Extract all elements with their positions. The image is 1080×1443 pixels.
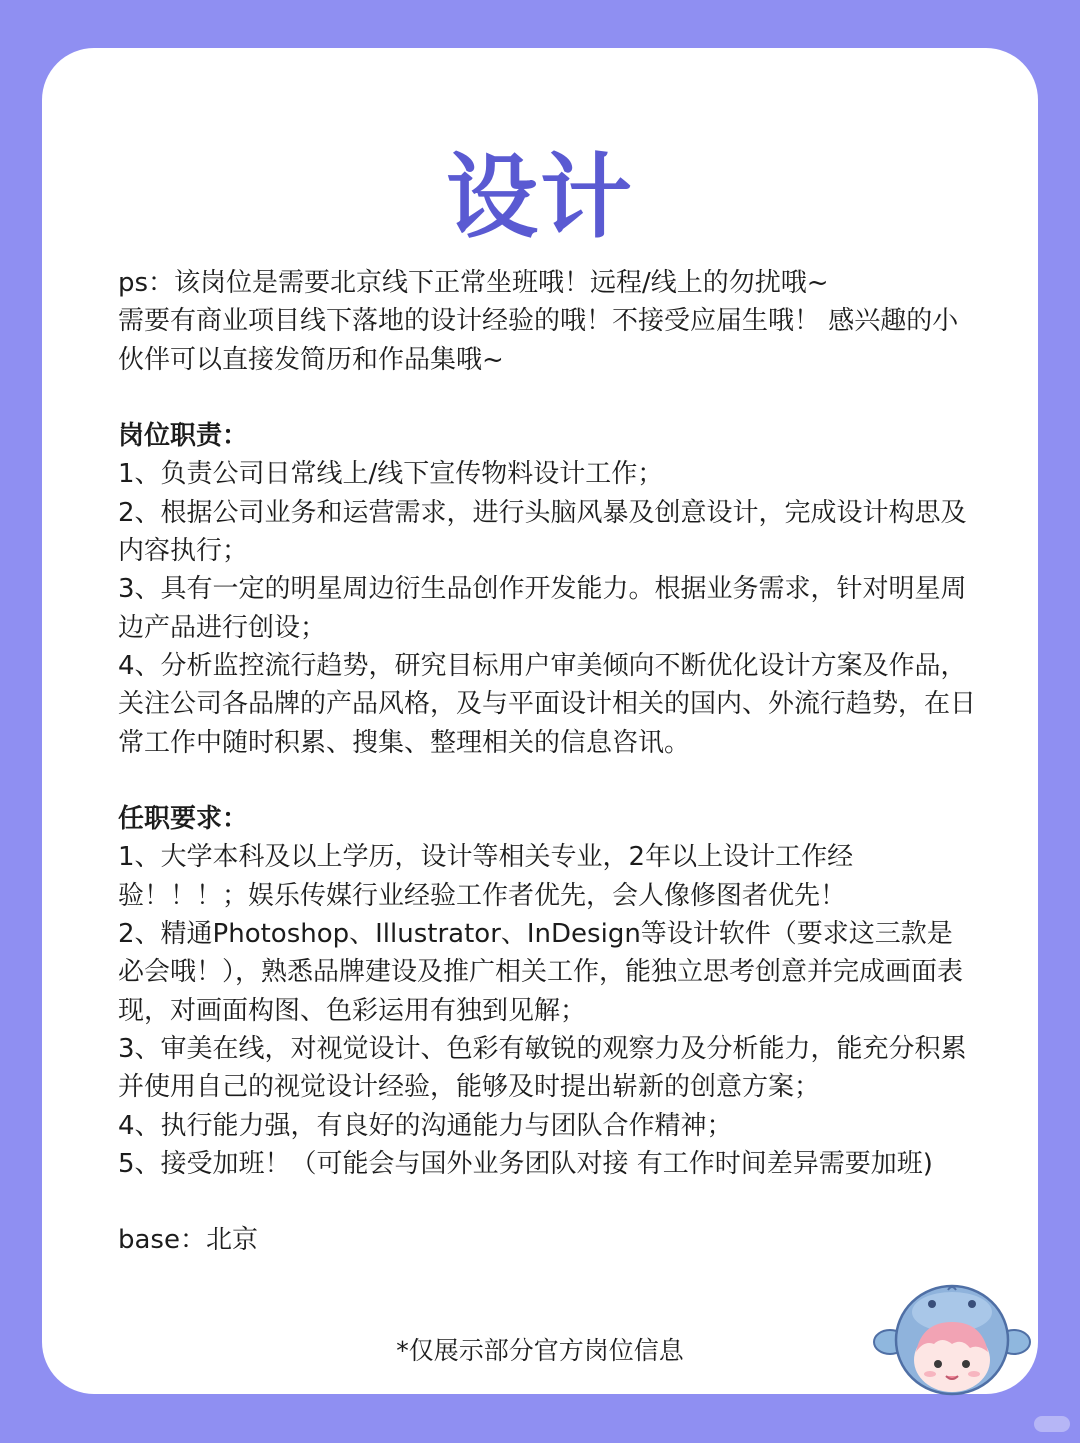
duty-item: 2、根据公司业务和运营需求，进行头脑风暴及创意设计，完成设计构思及内容执行； bbox=[118, 497, 967, 567]
requirements-heading: 任职要求： bbox=[118, 804, 249, 835]
intro-line: ps：该岗位是需要北京线下正常坐班哦！远程/线上的勿扰哦~ bbox=[118, 268, 829, 298]
requirement-item: 5、接受加班！（可能会与国外业务团队对接 有工作时间差异需要加班) bbox=[118, 1148, 933, 1179]
duty-item: 4、分析监控流行趋势，研究目标用户审美倾向不断优化设计方案及作品，关注公司各品牌的产品风格，及与平面设计相关的国内、外流行趋势，在日常工作中随时积累、搜集、整理相关的信息咨讯。 bbox=[118, 650, 977, 758]
spacer bbox=[118, 762, 978, 800]
requirement-item: 3、审美在线，对视觉设计、色彩有敏锐的观察力及分析能力，能充分积累并使用自己的视觉设计经验，能够及时提出崭新的创意方案； bbox=[118, 1033, 967, 1103]
page-title: 设计 bbox=[445, 144, 634, 251]
job-content bbox=[118, 264, 978, 1260]
footnote: *仅展示部分官方岗位信息 bbox=[396, 1336, 684, 1365]
watermark-badge bbox=[1034, 1416, 1070, 1432]
base-location: base：北京 bbox=[118, 1225, 258, 1256]
duties-heading: 岗位职责： bbox=[118, 421, 249, 452]
whale-hat-girl-sticker-icon bbox=[872, 1282, 1032, 1400]
duty-item: 3、具有一定的明星周边衍生品创作开发能力。根据业务需求，针对明星周边产品进行创设； bbox=[118, 574, 967, 643]
requirement-item: 1、大学本科及以上学历，设计等相关专业，2年以上设计工作经验！！！；娱乐传媒行业经验工作者优先，会人像修图者优先！ bbox=[118, 842, 854, 911]
requirement-item: 4、执行能力强，有良好的沟通能力与团队合作精神； bbox=[118, 1110, 733, 1141]
spacer bbox=[118, 1183, 978, 1221]
duty-item: 1、负责公司日常线上/线下宣传物料设计工作； bbox=[118, 459, 664, 490]
job-card bbox=[42, 48, 1038, 1394]
intro-line: 需要有商业项目线下落地的设计经验的哦！不接受应届生哦！ 感兴趣的小伙伴可以直接发简历和作品集哦~ bbox=[118, 306, 959, 375]
spacer bbox=[118, 379, 978, 417]
requirement-item: 2、精通Photoshop、Illustrator、InDesign等设计软件（要求这三款是必会哦！），熟悉品牌建设及推广相关工作，能独立思考创意并完成画面表现，对画面构图、色彩运用有独到见解； bbox=[118, 919, 964, 1026]
